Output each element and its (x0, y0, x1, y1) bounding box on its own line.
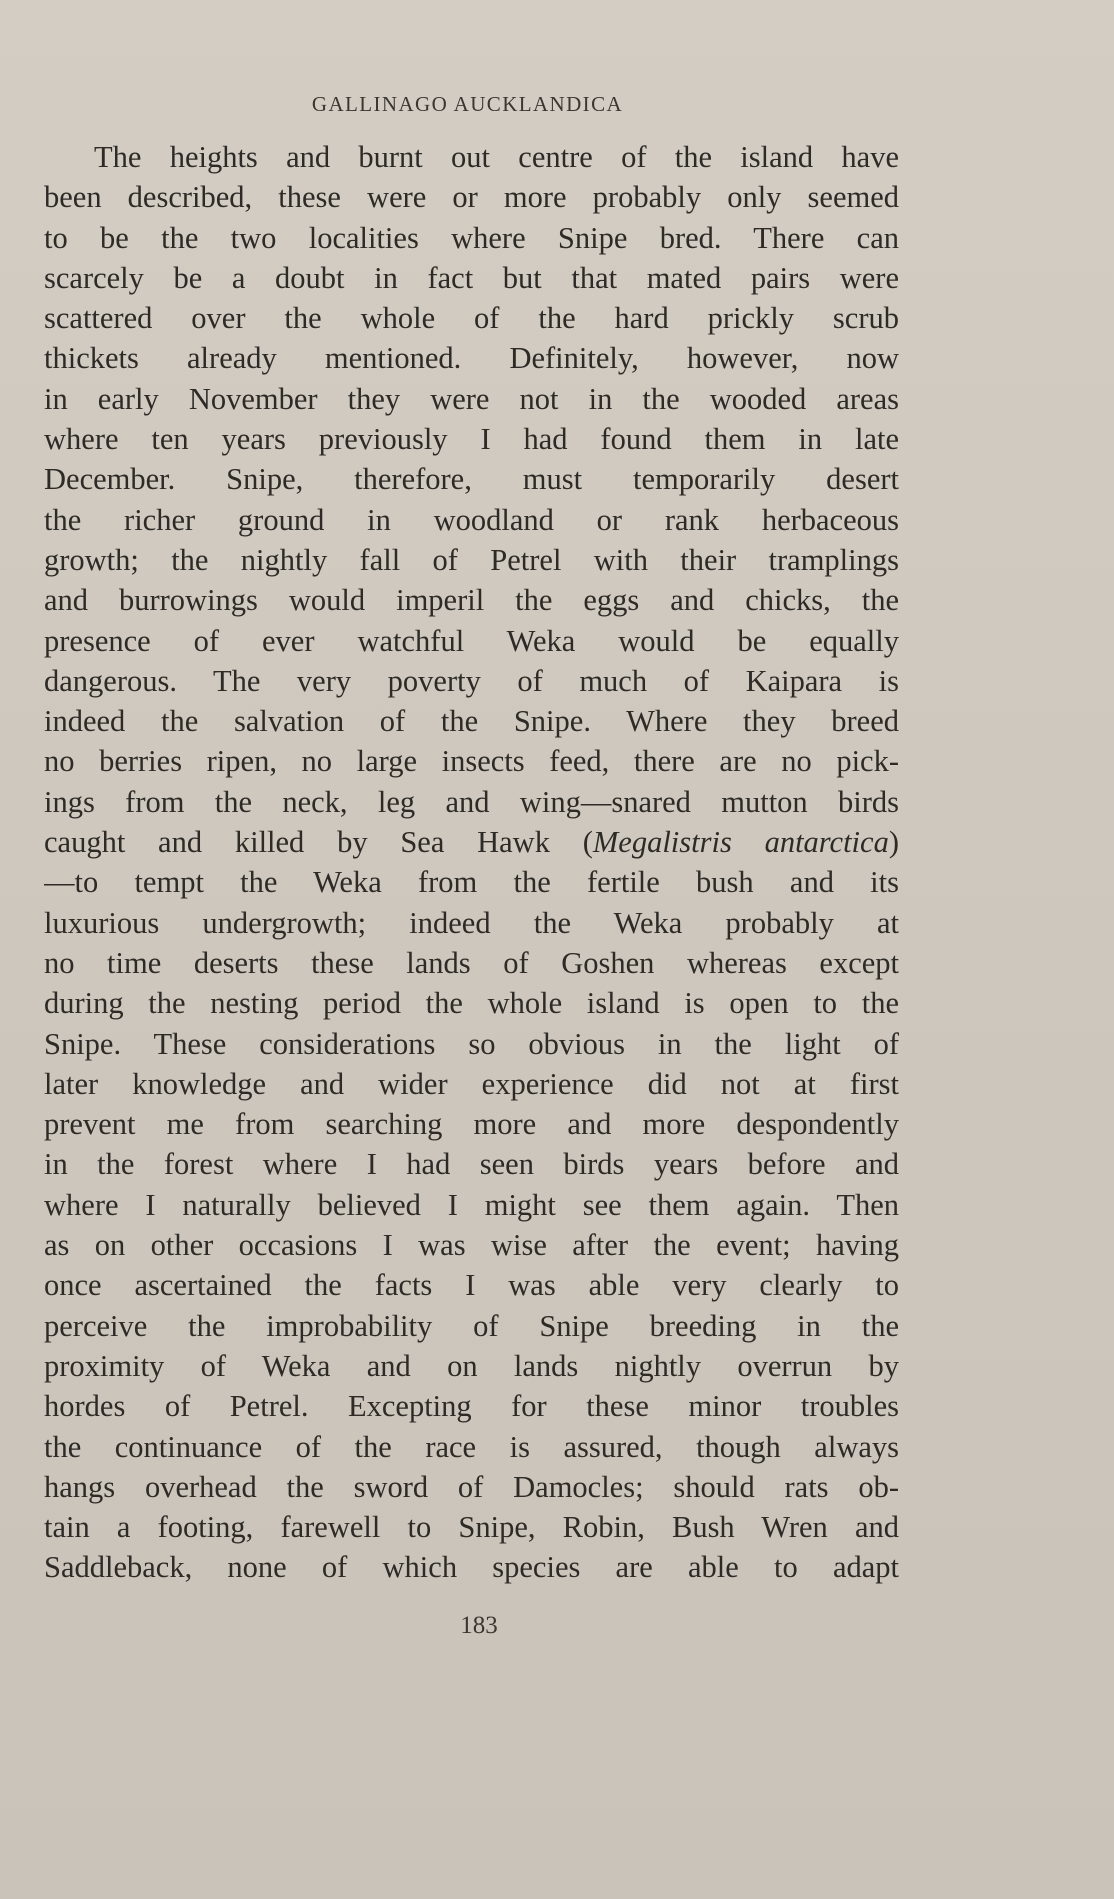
text-line: in the forest where I had seen birds years before and (44, 1147, 899, 1182)
text-line: in early November they were not in the wooded areas (44, 381, 899, 416)
text-segment: caught and killed by Sea Hawk ( (44, 825, 593, 860)
text-line: where I naturally believed I might see them again. Then (44, 1187, 899, 1222)
text-line: later knowledge and wider experience did not at first (44, 1066, 899, 1101)
text-line: during the nesting period the whole island is open to the (44, 986, 899, 1021)
text-line-with-italic (44, 822, 899, 862)
text-line: perceive the improbability of Snipe breeding in the (44, 1308, 899, 1343)
text-line: no berries ripen, no large insects feed, there are no pick- (44, 744, 899, 779)
text-line: hangs overhead the sword of Damocles; should rats ob- (44, 1469, 899, 1504)
text-line: growth; the nightly fall of Petrel with their tramplings (44, 542, 899, 577)
text-line: —to tempt the Weka from the fertile bush and its (44, 865, 899, 900)
text-line: hordes of Petrel. Excepting for these minor troubles (44, 1389, 899, 1424)
text-line: scarcely be a doubt in fact but that mated pairs were (44, 260, 899, 295)
text-segment: ) (888, 825, 899, 860)
text-line: and burrowings would imperil the eggs and chicks, the (44, 583, 899, 618)
text-line: proximity of Weka and on lands nightly overrun by (44, 1348, 899, 1383)
text-line: indeed the salvation of the Snipe. Where they breed (44, 704, 899, 739)
text-line: to be the two localities where Snipe bred. There can (44, 220, 899, 255)
text-line: presence of ever watchful Weka would be equally (44, 623, 899, 658)
text-line: tain a footing, farewell to Snipe, Robin, Bush Wren and (44, 1510, 899, 1545)
text-line: as on other occasions I was wise after the event; having (44, 1228, 899, 1263)
species-name-italic: Megalistris antarctica (592, 825, 889, 860)
text-line: thickets already mentioned. Definitely, however, now (44, 341, 899, 376)
text-line: the richer ground in woodland or rank herbaceous (44, 502, 899, 537)
text-line: luxurious undergrowth; indeed the Weka probably at (44, 905, 899, 940)
text-line: been described, these were or more probably only seemed (44, 180, 899, 215)
text-line: once ascertained the facts I was able very clearly to (44, 1268, 899, 1303)
text-line: scattered over the whole of the hard prickly scrub (44, 301, 899, 336)
text-line: prevent me from searching more and more despondently (44, 1107, 899, 1142)
text-line: where ten years previously I had found them in late (44, 422, 899, 457)
page-number: 183 (460, 1612, 498, 1639)
text-line: December. Snipe, therefore, must temporarily desert (44, 462, 899, 497)
running-head: GALLINAGO AUCKLANDICA (311, 92, 624, 116)
text-line: Saddleback, none of which species are able to adapt (44, 1550, 899, 1585)
text-line: ings from the neck, leg and wing—snared mutton birds (44, 784, 899, 819)
text-line: Snipe. These considerations so obvious in the light of (44, 1026, 899, 1061)
text-line: no time deserts these lands of Goshen whereas except (44, 945, 899, 980)
text-line: dangerous. The very poverty of much of Kaipara is (44, 663, 899, 698)
text-line: the continuance of the race is assured, though always (44, 1429, 899, 1464)
text-line: The heights and burnt out centre of the island have (94, 140, 899, 174)
body-paragraph (44, 137, 899, 1588)
